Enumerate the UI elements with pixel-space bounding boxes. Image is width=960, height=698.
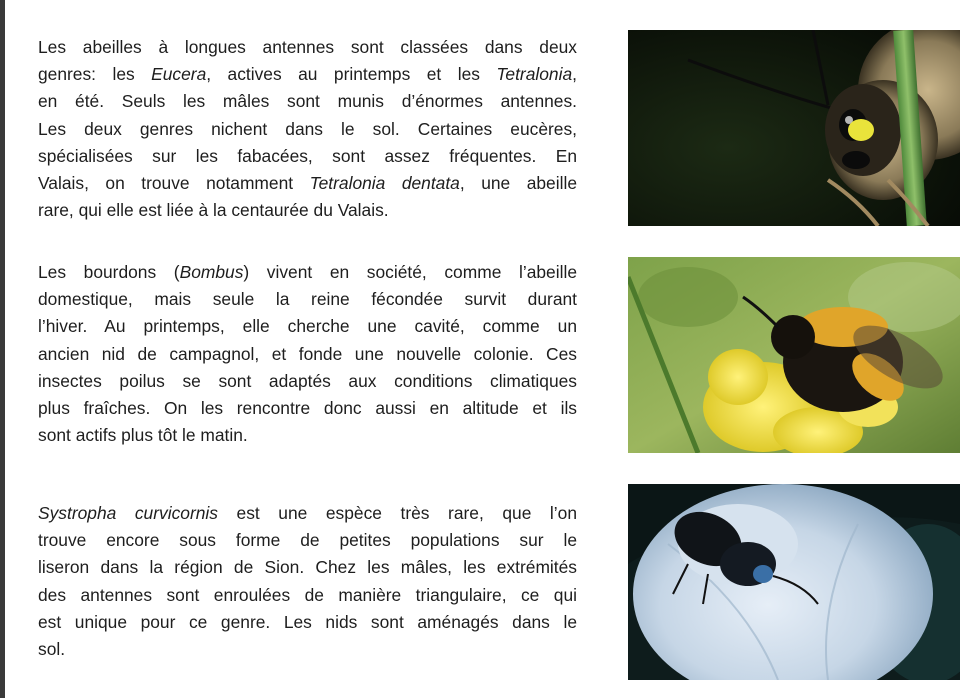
text-run: genres: les — [38, 64, 152, 85]
text-run: Les bourdons ( — [38, 262, 180, 282]
text-line — [38, 422, 577, 449]
text-run: sont actifs plus tôt le matin. — [38, 425, 248, 446]
text-line — [38, 88, 577, 115]
text-line — [38, 61, 577, 88]
text-run: liseron dans la région de Sion. Chez les mâles, les extrémités — [38, 557, 577, 578]
text-line — [38, 116, 577, 143]
text-run: l’hiver. Au printemps, elle cherche une cavité, comme un — [38, 316, 577, 337]
text-run: rare, qui elle est liée à la centaurée du Valais. — [38, 200, 389, 221]
text-line — [38, 286, 577, 313]
text-line — [38, 395, 577, 422]
italic-term: Systropha curvicornis — [38, 503, 218, 523]
bumblebee-photo — [628, 257, 960, 453]
long-horned-bee-image — [628, 30, 960, 226]
text-run: domestique, mais seule la reine fécondée survit durant — [38, 289, 577, 310]
text-line — [38, 368, 577, 395]
text-run: , une abeille — [459, 173, 577, 194]
paragraph-long-horned-bees — [38, 34, 577, 224]
text-line — [38, 143, 577, 170]
text-line — [38, 34, 577, 61]
text-line — [38, 197, 577, 224]
page-edge-rule — [0, 0, 5, 698]
text-run: , — [572, 64, 577, 85]
text-line — [38, 527, 577, 554]
text-run: ancien nid de campagnol, et fonde une nouvelle colonie. Ces — [38, 343, 577, 364]
text-run: des antennes sont enroulées de manière triangulaire, ce qui — [38, 584, 577, 605]
italic-term: Bombus — [179, 262, 244, 282]
text-line — [38, 636, 577, 663]
text-run: en été. Seuls les mâles sont munis d’énormes antennes. — [38, 91, 577, 112]
paragraph-bumblebees — [38, 259, 577, 449]
text-run: est une espèce très rare, que l’on — [217, 503, 577, 523]
text-run: Les deux genres nichent dans le sol. Certaines eucères, — [38, 118, 577, 139]
text-run: , actives au printemps et les — [206, 64, 497, 85]
text-run: ) vivent en société, comme l’abeille — [243, 262, 577, 282]
systropha-bee-photo — [628, 484, 960, 680]
text-run: trouve encore sous forme de petites populations sur le — [38, 530, 577, 551]
italic-term: Eucera — [151, 64, 207, 85]
bumblebee-image — [628, 257, 960, 453]
text-line — [38, 170, 577, 197]
text-line — [38, 341, 577, 368]
text-line — [38, 609, 577, 636]
text-line — [38, 554, 577, 581]
text-run: insectes poilus se sont adaptés aux conditions climatiques — [38, 370, 577, 391]
text-run: Valais, on trouve notamment — [38, 173, 310, 194]
text-line — [38, 259, 577, 286]
long-horned-bee-photo — [628, 30, 960, 226]
text-run: plus fraîches. On les rencontre donc aussi en altitude et ils — [38, 398, 577, 419]
text-line — [38, 313, 577, 340]
text-line — [38, 582, 577, 609]
systropha-bee-image — [628, 484, 960, 680]
text-run: est unique pour ce genre. Les nids sont aménagés dans le — [38, 611, 577, 632]
text-run: sol. — [38, 639, 66, 660]
italic-term: Tetralonia dentata — [309, 173, 460, 194]
text-run: spécialisées sur les fabacées, sont assez fréquentes. En — [38, 145, 577, 166]
paragraph-systropha — [38, 500, 577, 663]
italic-term: Tetralonia — [496, 64, 573, 85]
text-line — [38, 500, 577, 527]
text-run: Les abeilles à longues antennes sont classées dans deux — [38, 37, 577, 57]
